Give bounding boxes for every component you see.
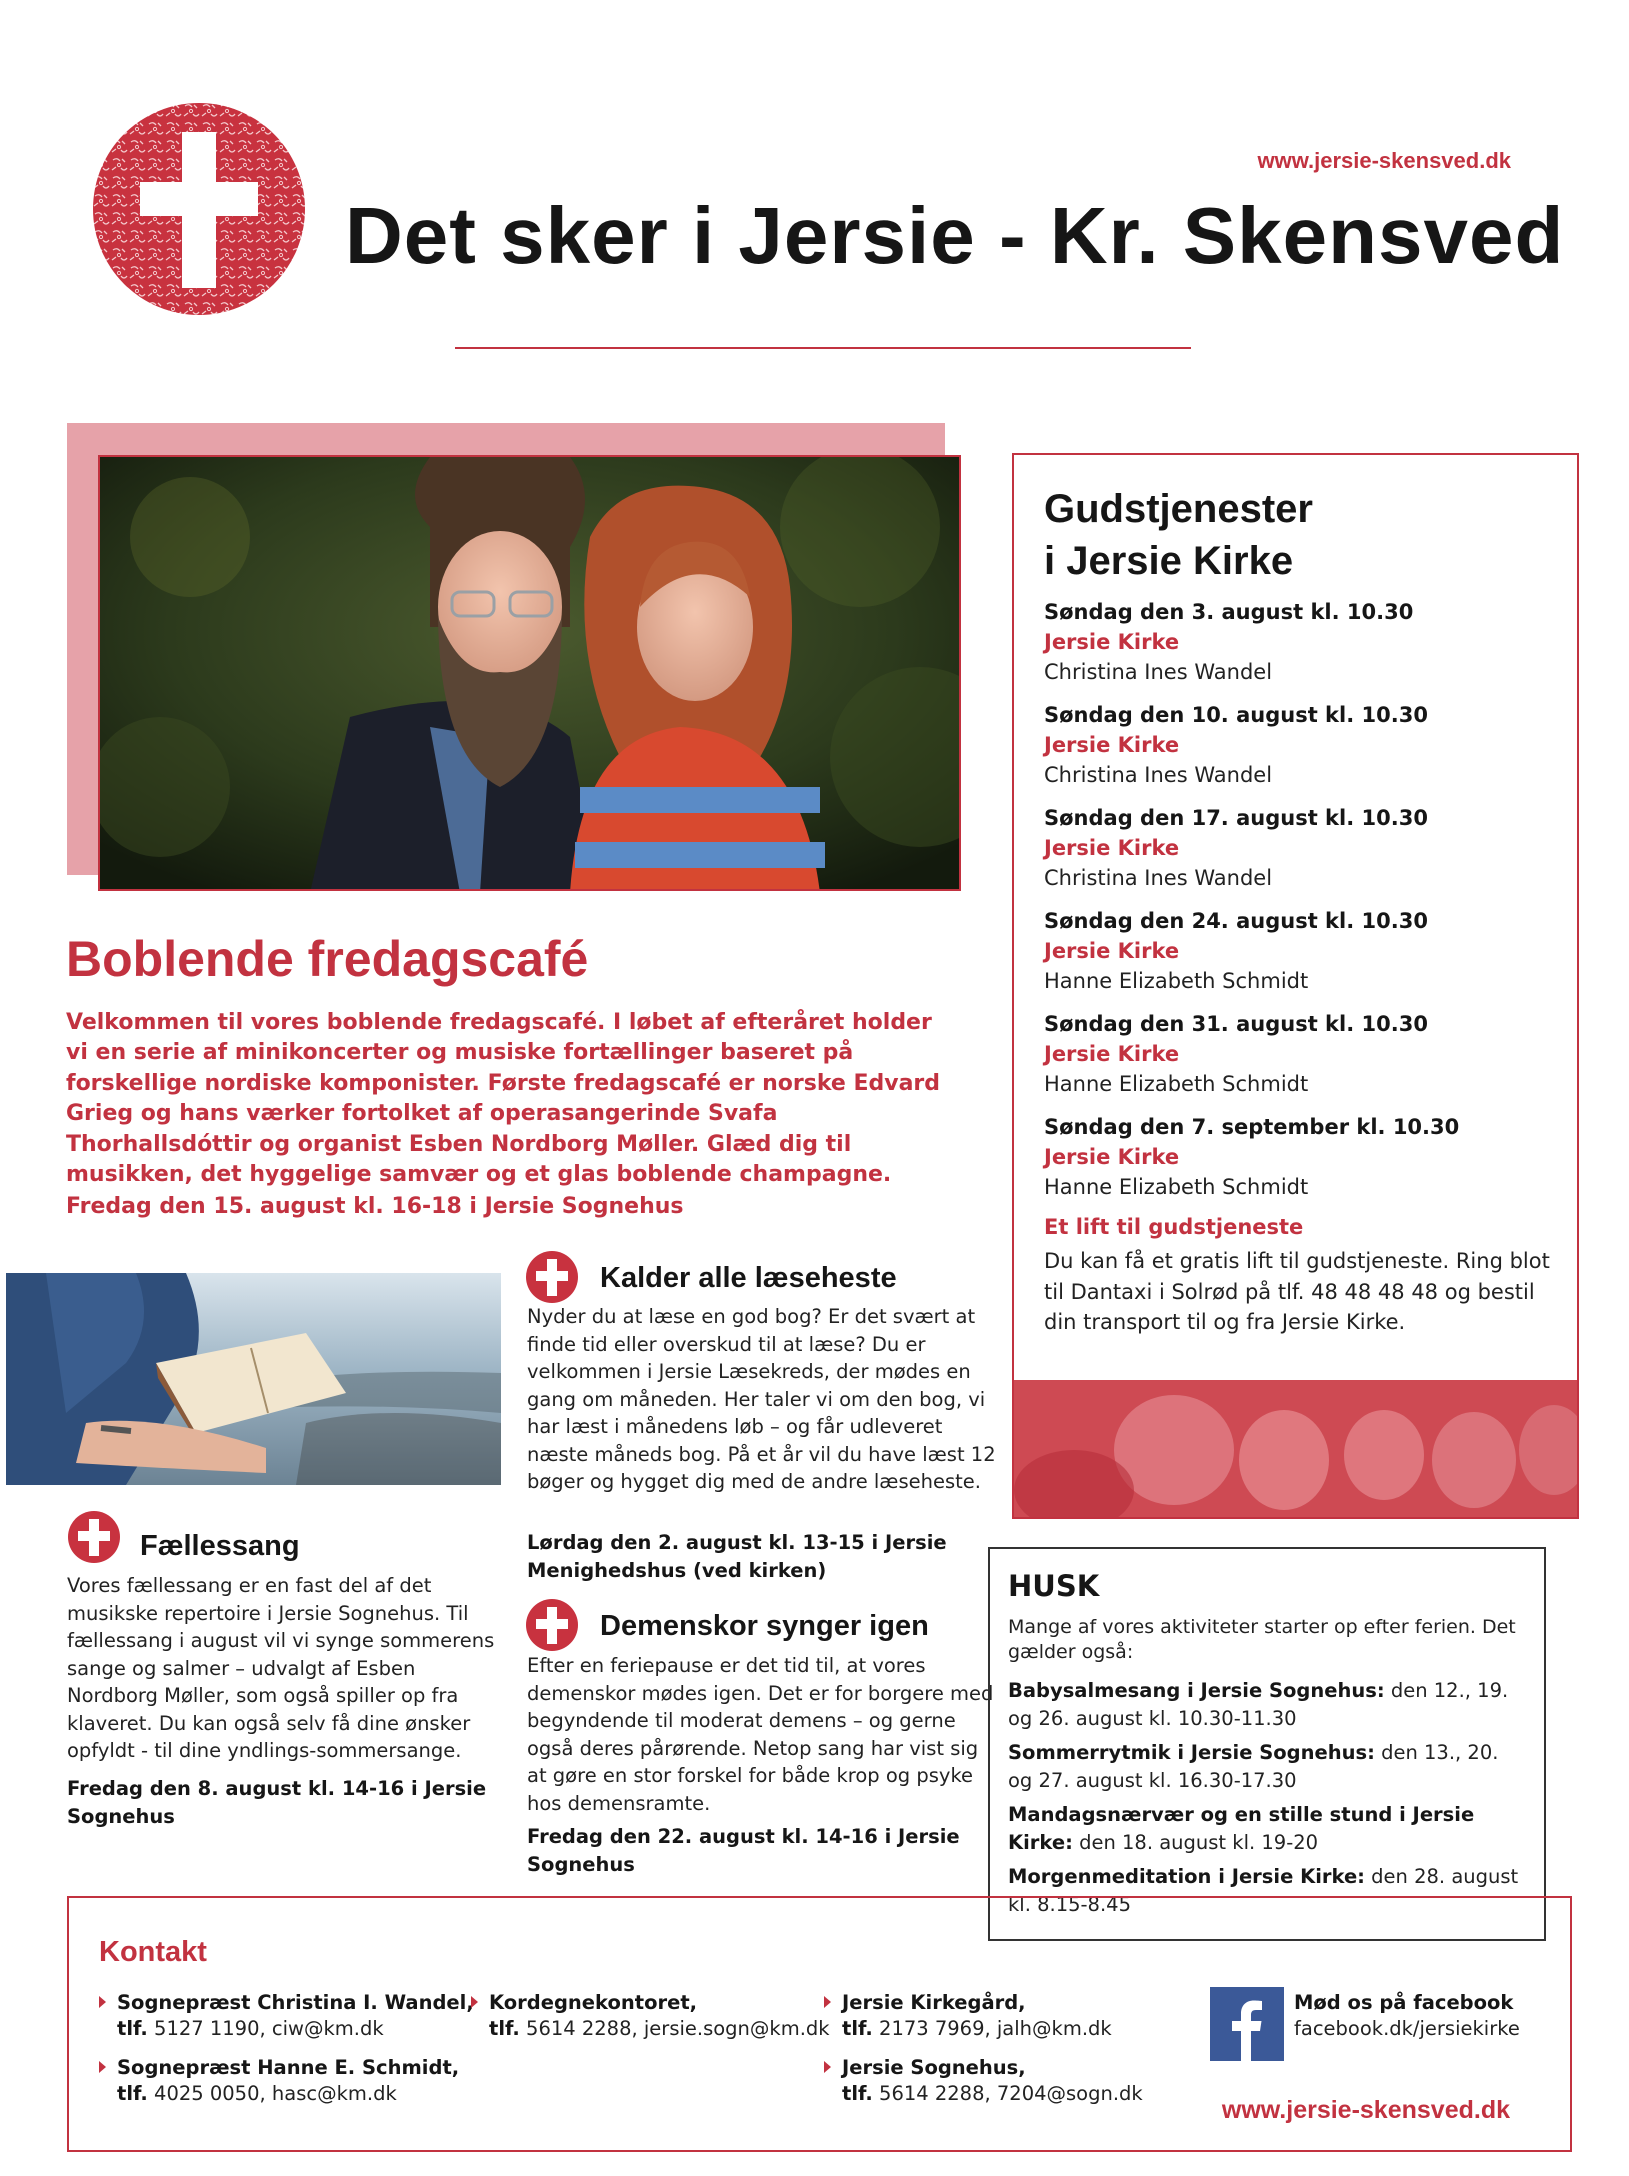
lift-description: Du kan få et gratis lift til gudstjeneste. Ring blot til Dantaxi i Solrød på tlf. 48 48 48 48 og bestil din transport til og fra Jersie Kirke. [1044,1249,1550,1334]
reminder-item-label: Mandagsnærvær og en stille stund i Jersie Kirke: [1008,1803,1475,1854]
service-item [1044,1112,1564,1215]
cross-badge-icon [67,1510,121,1564]
contact-info[interactable]: 5614 2288, jersie.sogn@km.dk [519,2017,830,2040]
service-date: Søndag den 10. august kl. 10.30 [1044,703,1428,727]
contact-item [824,1990,1112,2042]
reminder-item [1008,1677,1528,1732]
service-date: Søndag den 31. august kl. 10.30 [1044,1012,1428,1036]
contact-item [99,1990,474,2042]
church-logo-icon [92,102,306,316]
arrow-right-icon [99,1996,106,2008]
facebook-label: Mød os på facebook [1294,1991,1514,2014]
cafe-date-time: Fredag den 15. august kl. 16-18 i Jersie Sognehus [66,1194,684,1219]
contact-name: Sognepræst Hanne E. Schmidt, [117,2056,460,2079]
arrow-right-icon [471,1996,478,2008]
contact-info[interactable]: 4025 0050, hasc@km.dk [147,2082,397,2105]
contact-tlf-label: tlf. [117,2082,148,2105]
service-place: Jersie Kirke [1044,836,1180,860]
service-place: Jersie Kirke [1044,1042,1180,1066]
services-list [1044,597,1564,1215]
service-pastor: Hanne Elizabeth Schmidt [1044,1072,1309,1096]
service-date: Søndag den 7. september kl. 10.30 [1044,1115,1460,1139]
laesekreds-date-time: Lørdag den 2. august kl. 13-15 i Jersie Menighedshus (ved kirken) [527,1531,947,1582]
service-item [1044,803,1564,906]
service-date: Søndag den 24. august kl. 10.30 [1044,909,1428,933]
header-divider [455,347,1191,349]
contact-item [471,1990,830,2042]
laesekreds-heading: Kalder alle læseheste [600,1262,897,1294]
contact-name: Jersie Sognehus, [842,2056,1026,2079]
services-heading [1044,483,1313,587]
service-pastor: Christina Ines Wandel [1044,660,1273,684]
reminder-item-label: Babysalmesang i Jersie Sognehus: [1008,1679,1385,1702]
service-pastor: Hanne Elizabeth Schmidt [1044,969,1309,993]
service-pastor: Christina Ines Wandel [1044,763,1273,787]
facebook-icon[interactable] [1210,1987,1284,2061]
contact-name: Kordegnekontoret, [489,1991,698,2014]
contact-info[interactable]: 5614 2288, 7204@sogn.dk [872,2082,1143,2105]
reminder-item [1008,1801,1528,1856]
reminder-heading: HUSK [1008,1569,1100,1603]
hero-photo-musicians [98,455,961,891]
service-item [1044,700,1564,803]
services-box [1012,453,1579,1519]
cafe-heading: Boblende fredagscafé [66,931,589,987]
reading-book-photo [6,1273,501,1485]
demenskor-description: Efter en feriepause er det tid til, at vores demenskor mødes igen. Det er for borgere med begyndende til moderat demens – og gerne også deres pårørende. Netop sang har vist sig at gøre en stor forskel for både krop og psyke hos demensramte. [527,1654,994,1815]
service-item [1044,906,1564,1009]
cross-badge-icon [525,1598,579,1652]
reminder-item [1008,1739,1528,1794]
contact-name: Jersie Kirkegård, [842,1991,1026,2014]
service-pastor: Hanne Elizabeth Schmidt [1044,1175,1309,1199]
laesekreds-description: Nyder du at læse en god bog? Er det svært at finde tid eller overskud til at læse? Du er velkommen i Jersie Læsekreds, der mødes en gang om måneden. Her taler vi om den bog, vi har læst i månedens løb – og får udleveret næste måneds bog. På et år vil du have læst 12 bøger og hygget dig med de andre læseheste. [527,1305,996,1493]
facebook-link[interactable]: facebook.dk/jersiekirke [1294,2017,1520,2040]
page-title: Det sker i Jersie - Kr. Skensved [345,191,1565,280]
reminder-list [1008,1677,1528,1925]
service-pastor: Christina Ines Wandel [1044,866,1273,890]
service-place: Jersie Kirke [1044,630,1180,654]
service-date: Søndag den 17. august kl. 10.30 [1044,806,1428,830]
service-item [1044,597,1564,700]
reminder-box [988,1547,1546,1941]
cross-badge-icon [525,1250,579,1304]
services-heading-line2: i Jersie Kirke [1044,539,1294,583]
facebook-text [1294,1990,1520,2042]
demenskor-date-time: Fredag den 22. august kl. 14-16 i Jersie Sognehus [527,1825,960,1876]
arrow-right-icon [99,2061,106,2073]
contact-tlf-label: tlf. [117,2017,148,2040]
contact-item [99,2055,459,2107]
cafe-description: Velkommen til vores boblende fredagscafé. I løbet af efteråret holder vi en serie af minikoncerter og musiske fortællinger baseret på forskellige nordiske komponister. Første fredagscafé er norske Edvard Grieg og hans værker fortolket af operasangerinde Svafa Thorhallsdóttir og organist Esben Nordborg Møller. Glæd dig til musikken, det hyggelige samvær og et glas boblende champagne. [66,1010,941,1188]
contact-tlf-label: tlf. [842,2017,873,2040]
reminder-item-label: Morgenmeditation i Jersie Kirke: [1008,1865,1365,1888]
lift-heading: Et lift til gudstjeneste [1044,1215,1304,1239]
service-place: Jersie Kirke [1044,733,1180,757]
arrow-right-icon [824,1996,831,2008]
faellessang-description: Vores fællessang er en fast del af det musikske repertoire i Jersie Sognehus. Til fællessang i august vil vi synge sommerens sange og salmer – udvalgt af Esben Nordborg Møller, som også spiller op fra klaveret. Du kan også selv få dine ønsker opfyldt - til dine yndlings-sommersange. [67,1574,495,1762]
contact-tlf-label: tlf. [842,2082,873,2105]
reminder-item-text: den 12., 19. og 26. august kl. 10.30-11.30 [1008,1679,1509,1730]
reminder-item-text: den 28. august kl. 8.15-8.45 [1008,1865,1519,1916]
faellessang-date-time: Fredag den 8. august kl. 14-16 i Jersie Sognehus [67,1777,487,1828]
service-date: Søndag den 3. august kl. 10.30 [1044,600,1414,624]
contact-heading: Kontakt [99,1936,207,1968]
header-website-url[interactable]: www.jersie-skensved.dk [1257,148,1511,173]
contact-info[interactable]: 5127 1190, ciw@km.dk [147,2017,384,2040]
footer-website-url[interactable]: www.jersie-skensved.dk [1221,2096,1510,2124]
reminder-item-text: den 13., 20. og 27. august kl. 16.30-17.30 [1008,1741,1499,1792]
services-heading-line1: Gudstjenester [1044,487,1313,531]
arrow-right-icon [824,2061,831,2073]
contact-item [824,2055,1143,2107]
children-choir-photo [1014,1380,1577,1517]
contact-box [67,1896,1572,2152]
reminder-item-label: Sommerrytmik i Jersie Sognehus: [1008,1741,1375,1764]
reminder-intro: Mange af vores aktiviteter starter op efter ferien. Det gælder også: [1008,1616,1516,1663]
faellessang-heading: Fællessang [140,1530,300,1562]
contact-info[interactable]: 2173 7969, jalh@km.dk [872,2017,1112,2040]
contact-tlf-label: tlf. [489,2017,520,2040]
reminder-item-text: den 18. august kl. 19-20 [1072,1830,1319,1854]
contact-name: Sognepræst Christina I. Wandel, [117,1991,474,2014]
service-place: Jersie Kirke [1044,1145,1180,1169]
service-place: Jersie Kirke [1044,939,1180,963]
service-item [1044,1009,1564,1112]
demenskor-heading: Demenskor synger igen [600,1610,929,1642]
